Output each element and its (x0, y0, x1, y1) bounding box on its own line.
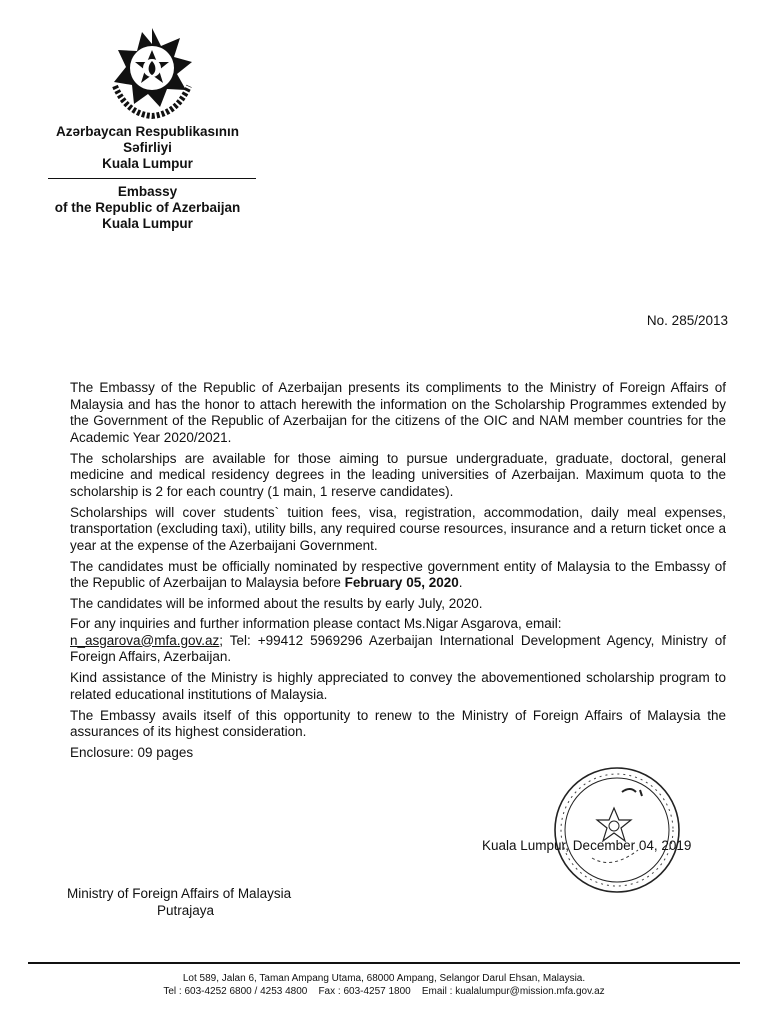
paragraph-contact (70, 616, 726, 666)
footer-address: Lot 589, Jalan 6, Taman Ampang Utama, 68000 Ampang, Selangor Darul Ehsan, Malaysia. (182, 973, 586, 984)
en-line-3: Kuala Lumpur (102, 216, 193, 231)
paragraph-nomination (70, 559, 726, 592)
embassy-name-english (20, 184, 275, 232)
embassy-name-azerbaijani (20, 124, 275, 172)
az-line-3: Kuala Lumpur (102, 156, 193, 171)
recipient-name: Ministry of Foreign Affairs of Malaysia (67, 886, 292, 901)
azerbaijan-coat-of-arms-icon (107, 24, 197, 120)
paragraph-assistance: Kind assistance of the Ministry is highly appreciated to convey the abovementioned scholarship program to related educational institutions of Malaysia. (70, 670, 726, 702)
paragraph-eligibility: The scholarships are available for those aiming to pursue undergraduate, graduate, doctoral, general medicine and medical residency degrees in the leading universities of Azerbaijan. Maximum quota to the scholarship is 2 for each country (1 main, 1 reserve candidates). (70, 450, 726, 499)
nomination-end: . (458, 575, 463, 590)
letter-body (70, 380, 726, 766)
en-line-2: of the Republic of Azerbaijan (54, 200, 241, 215)
en-line-1: Embassy (117, 184, 178, 199)
contact-email-link[interactable]: n_asgarova@mfa.gov.az (70, 632, 220, 648)
footer-divider (28, 962, 740, 964)
place-and-date: Kuala Lumpur, December 04, 2019 (482, 838, 692, 853)
embassy-seal-stamp-icon (542, 760, 692, 900)
paragraph-intro: The Embassy of the Republic of Azerbaijan presents its compliments to the Ministry of Foreign Affairs of Malaysia and has the honor to attach herewith the information on the Scholarship Programmes extended by the Government of the Republic of Azerbaijan for the citizens of the OIC and NAM member countries for the Academic Year 2020/2021. (70, 380, 726, 445)
enclosure-note: Enclosure: 09 pages (70, 745, 194, 760)
paragraph-closing: The Embassy avails itself of this opportunity to renew to the Ministry of Foreign Affairs of Malaysia the assurances of its highest consideration. (70, 707, 726, 739)
az-line-2: Səfirliyi (123, 140, 172, 155)
recipient-city: Putrajaya (157, 903, 215, 918)
paragraph-results: The candidates will be informed about the results by early July, 2020. (70, 595, 483, 611)
az-line-1: Azərbaycan Respublikasının (55, 124, 240, 139)
reference-number: No. 285/2013 (646, 313, 728, 328)
contact-intro: For any inquiries and further information please contact Ms.Nigar Asgarova, email: (70, 616, 562, 631)
paragraph-coverage: Scholarships will cover students` tuition fees, visa, registration, accommodation, daily meal expenses, transportation (excluding taxi), utility bills, any required course resources, insurance and a return ticket once a year at the expense of the Azerbaijani Government. (70, 504, 726, 553)
nomination-text: The candidates must be officially nominated by respective government entity of Malaysia to the Embassy of the Republic of Azerbaijan to Malaysia before (70, 558, 726, 590)
deadline-date: February 05, 2020 (344, 575, 459, 590)
recipient-block (67, 885, 291, 919)
contact-details: ; Tel: +99412 5969296 Azerbaijan International Development Agency, Ministry of Foreign Affairs, Azerbaijan. (70, 632, 726, 664)
header-divider (48, 178, 256, 179)
footer-contacts: Tel : 603-4252 6800 / 4253 4800 Fax : 603-4257 1800 Email : kualalumpur@mission.mfa.gov.az (163, 986, 605, 997)
